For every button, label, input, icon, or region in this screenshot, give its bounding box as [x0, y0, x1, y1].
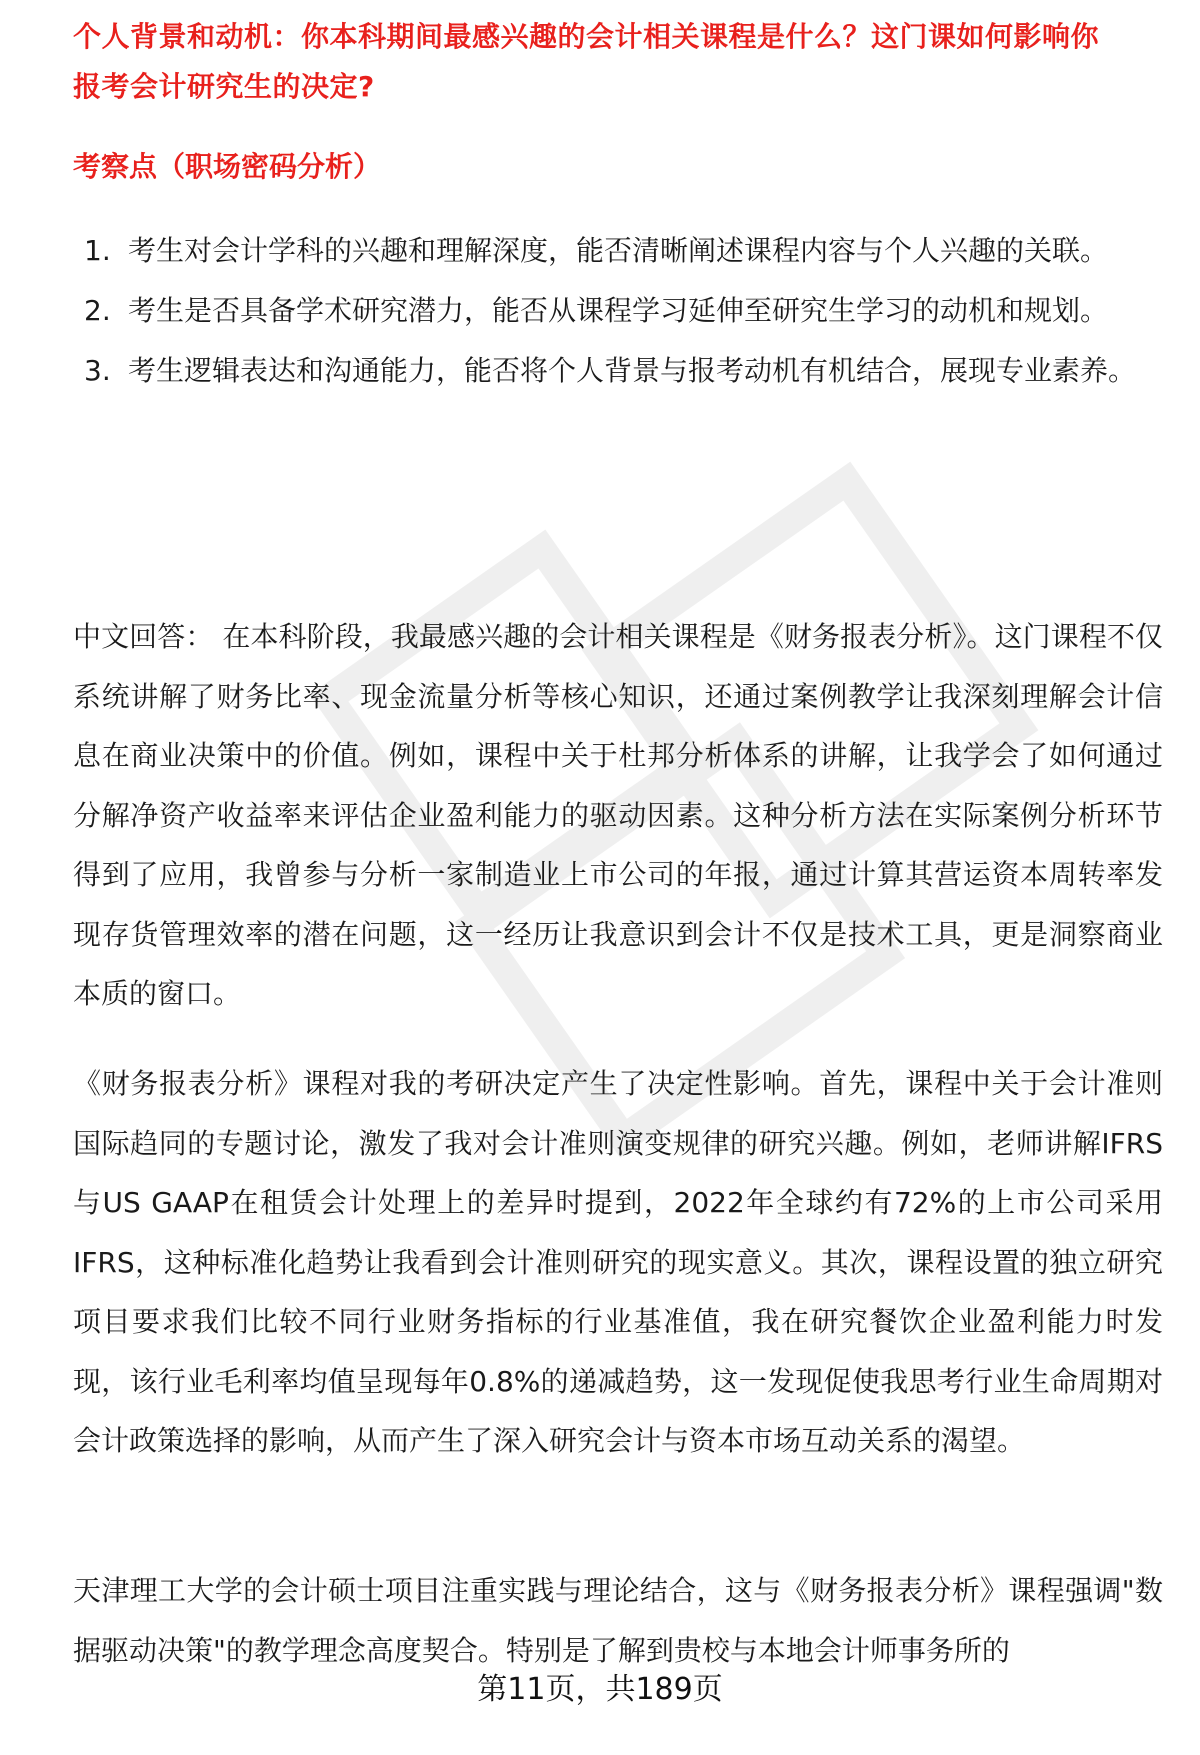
list-item-text: 考生对会计学科的兴趣和理解深度，能否清晰阐述课程内容与个人兴趣的关联。: [128, 234, 1109, 267]
page-number-footer: 第11页，共189页: [477, 1672, 723, 1707]
list-item: [84, 342, 1164, 400]
question-line-2: 报考会计研究生的决定?: [73, 70, 375, 103]
assessment-points-list: [84, 222, 1164, 402]
list-item: [84, 222, 1164, 280]
question-heading: [73, 20, 1163, 112]
list-item-number: 2.: [84, 294, 111, 327]
list-item-text: 考生逻辑表达和沟通能力，能否将个人背景与报考动机有机结合，展现专业素养。: [128, 354, 1137, 387]
answer-paragraph-2: 《财务报表分析》课程对我的考研决定产生了决定性影响。首先，课程中关于会计准则国际趋同的专题讨论，激发了我对会计准则演变规律的研究兴趣。例如，老师讲解IFRS与US GAAP在租赁会计处理上的差异时提到，2022年全球约有72%的上市公司采用IFRS，这种标准化趋势让我看到会计准则研究的现实意义。其次，课程设置的独立研究项目要求我们比较不同行业财务指标的行业基准值，我在研究餐饮企业盈利能力时发现，该行业毛利率均值呈现每年0.8%的递减趋势，这一发现促使我思考行业生命周期对会计政策选择的影响，从而产生了深入研究会计与资本市场互动关系的渴望。: [73, 1067, 1163, 1457]
list-item-number: 3.: [84, 354, 111, 387]
list-item-number: 1.: [84, 234, 111, 267]
list-item-text: 考生是否具备学术研究潜力，能否从课程学习延伸至研究生学习的动机和规划。: [128, 294, 1109, 327]
section-title: 考察点（职场密码分析）: [73, 150, 382, 183]
answer-paragraph-3: 天津理工大学的会计硕士项目注重实践与理论结合，这与《财务报表分析》课程强调"数据驱动决策"的教学理念高度契合。特别是了解到贵校与本地会计师事务所的: [73, 1574, 1163, 1667]
answer-paragraph-1: 中文回答： 在本科阶段，我最感兴趣的会计相关课程是《财务报表分析》。这门课程不仅系统讲解了财务比率、现金流量分析等核心知识，还通过案例教学让我深刻理解会计信息在商业决策中的价值。例如，课程中关于杜邦分析体系的讲解，让我学会了如何通过分解净资产收益率来评估企业盈利能力的驱动因素。这种分析方法在实际案例分析环节得到了应用，我曾参与分析一家制造业上市公司的年报，通过计算其营运资本周转率发现存货管理效率的潜在问题，这一经历让我意识到会计不仅是技术工具，更是洞察商业本质的窗口。: [73, 620, 1163, 1010]
list-item: [84, 282, 1164, 340]
question-line-1: 个人背景和动机：你本科期间最感兴趣的会计相关课程是什么？这门课如何影响你: [73, 20, 1100, 53]
